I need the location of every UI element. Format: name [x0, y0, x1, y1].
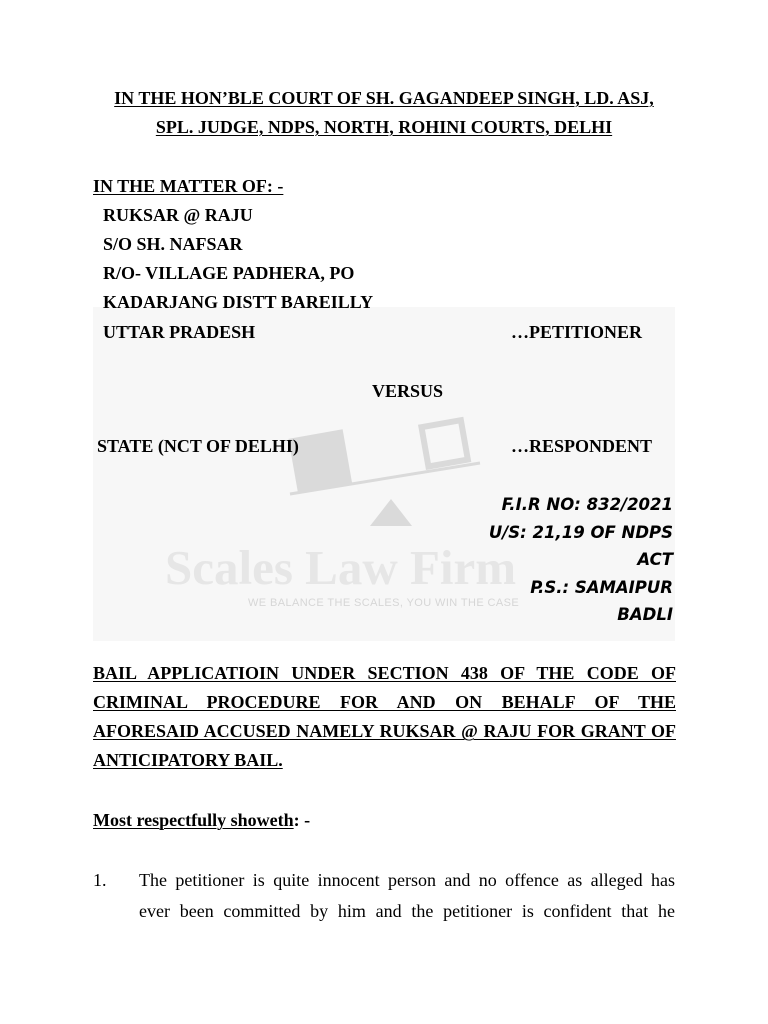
court-heading-line-2: SPL. JUDGE, NDPS, NORTH, ROHINI COURTS, DELHI: [155, 116, 613, 137]
application-title-line: BAIL APPLICATIOIN UNDER SECTION 438 OF THE CODE OF: [93, 662, 676, 683]
scale-pan-outline-square: [421, 420, 467, 466]
petitioner-address-line-2: KADARJANG DISTT BAREILLY: [103, 292, 374, 313]
watermark-firm-name: Scales Law Firm: [165, 540, 517, 595]
matter-heading: IN THE MATTER OF: -: [93, 175, 284, 196]
paragraph-line: ever been committed by him and the petitioner is confident that he: [139, 900, 675, 921]
petitioner-address-line-1: R/O- VILLAGE PADHERA, PO: [103, 263, 355, 283]
case-details-line: ACT: [637, 550, 673, 570]
paragraph-body: [139, 865, 675, 927]
case-details: [489, 491, 673, 629]
paragraph-number: 1.: [93, 869, 107, 890]
case-details-line: F.I.R NO: 832/2021: [501, 495, 673, 515]
watermark-tagline: WE BALANCE THE SCALES, YOU WIN THE CASE: [248, 597, 520, 609]
application-title-line: CRIMINAL PROCEDURE FOR AND ON BEHALF OF THE: [93, 691, 676, 712]
salutation: [93, 806, 310, 835]
petitioner-parentage: S/O SH. NAFSAR: [103, 233, 243, 254]
scale-fulcrum: [370, 499, 412, 526]
petitioner-role: …PETITIONER: [511, 321, 643, 342]
case-details-line: U/S: 21,19 OF NDPS: [488, 522, 673, 542]
court-heading-line-1: IN THE HON’BLE COURT OF SH. GAGANDEEP SINGH, LD. ASJ,: [114, 87, 654, 108]
application-title-line: ANTICIPATORY BAIL.: [93, 750, 283, 771]
court-heading: [0, 84, 768, 142]
scales-balance-icon: [280, 405, 500, 535]
petitioner-address-line-3: UTTAR PRADESH: [103, 321, 256, 342]
application-title: [93, 659, 676, 776]
respondent-role: …RESPONDENT: [511, 435, 653, 456]
application-title-line: AFORESAID ACCUSED NAMELY RUKSAR @ RAJU FOR GRANT OF: [93, 721, 676, 742]
case-details-line: P.S.: SAMAIPUR: [530, 577, 673, 597]
paragraph-line: The petitioner is quite innocent person and no offence as alleged has: [139, 869, 675, 890]
versus-label: VERSUS: [372, 380, 444, 401]
respondent-name: STATE (NCT OF DELHI): [97, 435, 299, 456]
salutation-text: Most respectfully showeth: [93, 809, 294, 830]
petitioner-block: [103, 201, 373, 347]
petitioner-name: RUKSAR @ RAJU: [103, 204, 253, 225]
case-details-line: BADLI: [617, 605, 673, 625]
salutation-suffix: : -: [293, 809, 311, 830]
